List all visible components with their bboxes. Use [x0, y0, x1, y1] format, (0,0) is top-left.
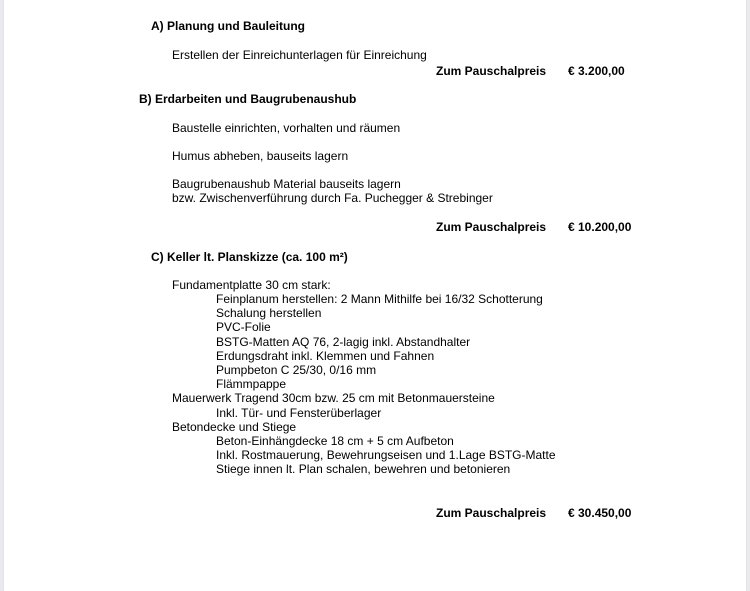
section-c-subline: PVC-Folie: [216, 320, 271, 334]
section-b-line: Baugrubenaushub Material bauseits lagern: [172, 177, 401, 191]
section-a-price-label: Zum Pauschalpreis: [436, 64, 547, 78]
section-c-subline: Inkl. Rostmauerung, Bewehrungseisen und 1.Lage BSTG-Matte: [216, 448, 556, 462]
section-c-subline: Feinplanum herstellen: 2 Mann Mithilfe bei 16/32 Schotterung: [216, 292, 543, 306]
section-b-price-label: Zum Pauschalpreis: [436, 220, 547, 234]
section-c-line: Mauerwerk Tragend 30cm bzw. 25 cm mit Betonmauersteine: [172, 391, 495, 405]
section-c-subline: BSTG-Matten AQ 76, 2-lagig inkl. Abstandhalter: [216, 335, 471, 349]
section-b-line: Humus abheben, bauseits lagern: [172, 149, 349, 163]
section-c-line: Fundamentplatte 30 cm stark:: [172, 278, 331, 292]
section-c-line: Betondecke und Stiege: [172, 420, 297, 434]
section-c-subline: Inkl. Tür- und Fensterüberlager: [216, 406, 382, 420]
section-a-price-amount: € 3.200,00: [568, 64, 625, 78]
section-c-subline: Erdungsdraht inkl. Klemmen und Fahnen: [216, 349, 435, 363]
section-c-heading: C) Keller lt. Planskizze (ca. 100 m²): [151, 250, 348, 264]
section-a-line: Erstellen der Einreichunterlagen für Einreichung: [172, 48, 427, 62]
section-c-subline: Pumpbeton C 25/30, 0/16 mm: [216, 363, 377, 377]
section-b-line: Baustelle einrichten, vorhalten und räumen: [172, 121, 401, 135]
section-b-price-amount: € 10.200,00: [568, 220, 632, 234]
section-c-price-label: Zum Pauschalpreis: [436, 506, 547, 520]
section-c-subline: Stiege innen lt. Plan schalen, bewehren und betonieren: [216, 462, 511, 476]
section-c-subline: Flämmpappe: [216, 377, 287, 391]
section-b-heading: B) Erdarbeiten und Baugrubenaushub: [139, 92, 357, 106]
section-c-subline: Beton-Einhängdecke 18 cm + 5 cm Aufbeton: [216, 434, 454, 448]
document-page: [4, 0, 746, 591]
section-c-subline: Schalung herstellen: [216, 306, 322, 320]
section-c-price-amount: € 30.450,00: [568, 506, 632, 520]
section-a-heading: A) Planung und Bauleitung: [151, 19, 305, 33]
section-b-line: bzw. Zwischenverführung durch Fa. Puchegger & Strebinger: [172, 191, 493, 205]
